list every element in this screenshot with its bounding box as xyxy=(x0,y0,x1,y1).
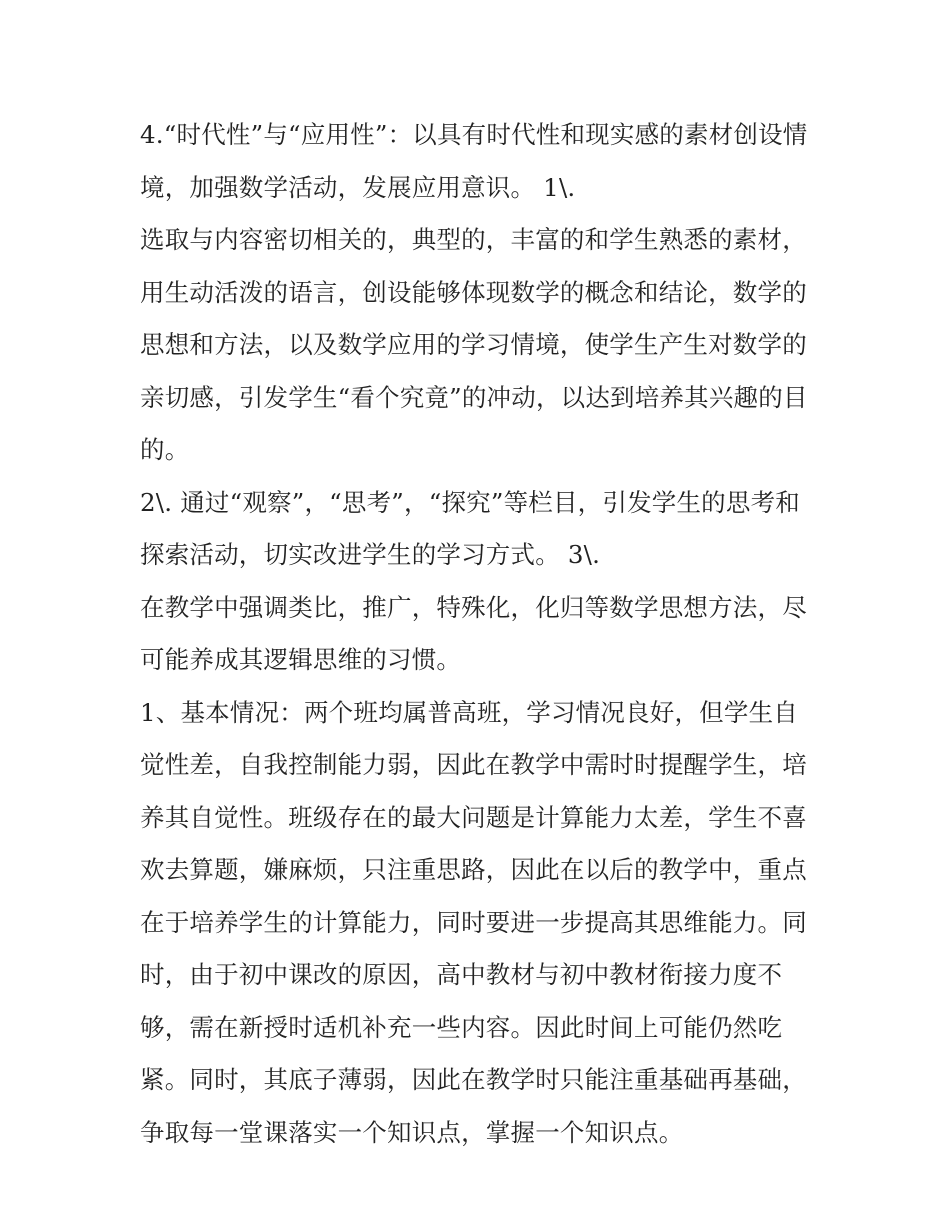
text-line-18: 够，需在新授时适机补充一些内容。因此时间上可能仍然吃 xyxy=(140,1012,783,1042)
text-line-15: 欢去算题，嫌麻烦，只注重思路，因此在以后的教学中，重点 xyxy=(140,855,807,884)
text-line-11: 可能养成其逻辑思维的习惯。 xyxy=(140,645,462,674)
text-line-7: 的。 xyxy=(140,435,190,464)
text-line-10: 在教学中强调类比，推广，特殊化，化归等数学思想方法，尽 xyxy=(140,592,807,622)
text-line-12: 1、基本情况：两个班均属普高班，学习情况良好，但学生自 xyxy=(140,697,798,727)
text-line-13: 觉性差，自我控制能力弱，因此在教学中需时时提醒学生，培 xyxy=(140,750,807,779)
text-line-4: 用生动活泼的语言，创设能够体现数学的概念和结论，数学的 xyxy=(140,277,807,307)
text-line-8: 2\. 通过“观察”，“思考”，“探究”等栏目，引发学生的思考和 xyxy=(140,487,800,517)
text-line-19: 紧。同时，其底子薄弱，因此在教学时只能注重基础再基础， xyxy=(140,1065,807,1094)
text-line-6: 亲切感，引发学生“看个究竟”的冲动，以达到培养其兴趣的目 xyxy=(140,382,808,412)
text-line-14: 养其自觉性。班级存在的最大问题是计算能力太差，学生不喜 xyxy=(140,802,807,832)
text-line-9: 探索活动，切实改进学生的学习方式。 3\. xyxy=(140,540,601,569)
text-line-1: 4.“时代性”与“应用性”：以具有时代性和现实感的素材创设情 xyxy=(140,120,808,149)
body-text xyxy=(140,109,820,1159)
text-line-17: 时，由于初中课改的原因，高中教材与初中教材衔接力度不 xyxy=(140,960,783,989)
text-line-2: 境，加强数学活动，发展应用意识。 1\. xyxy=(140,172,576,202)
text-line-3: 选取与内容密切相关的，典型的，丰富的和学生熟悉的素材， xyxy=(140,225,807,254)
text-line-20: 争取每一堂课落实一个知识点，掌握一个知识点。 xyxy=(140,1117,684,1147)
text-line-5: 思想和方法，以及数学应用的学习情境，使学生产生对数学的 xyxy=(140,330,807,359)
text-line-16: 在于培养学生的计算能力，同时要进一步提高其思维能力。同 xyxy=(140,907,807,937)
